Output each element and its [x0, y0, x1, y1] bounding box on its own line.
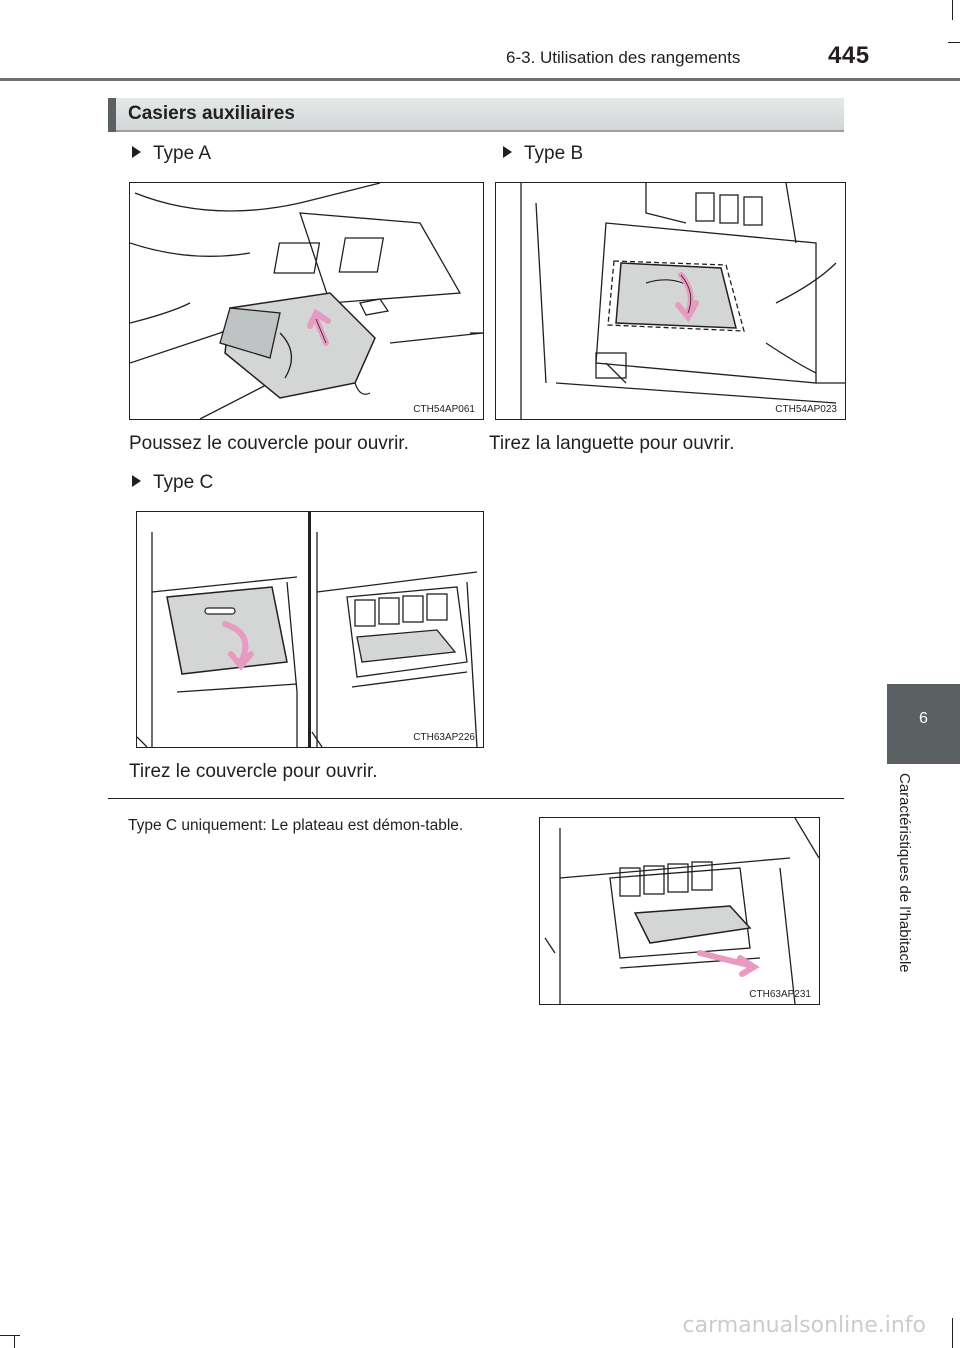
header-section-title: 6-3. Utilisation des rangements [506, 48, 741, 67]
note-text: Type C uniquement: Le plateau est démon-table. [128, 817, 464, 834]
type-a-caption: Poussez le couvercle pour ouvrir. [129, 433, 409, 454]
bullet-triangle-icon [503, 146, 512, 158]
type-b-illustration [496, 183, 845, 419]
chapter-tab [887, 684, 960, 764]
bullet-triangle-icon [132, 146, 141, 158]
crop-mark [952, 1318, 953, 1348]
crop-mark [952, 0, 953, 20]
page-number: 445 [828, 42, 870, 69]
tray-figure-code: CTH63AP231 [749, 989, 811, 1000]
chapter-title: Caractéristiques de l'habitacle [896, 773, 913, 973]
tray-illustration [540, 818, 819, 1004]
watermark: carmanualsonline.info [682, 1313, 926, 1338]
type-a-label-text: Type A [153, 143, 212, 164]
crop-mark [948, 42, 960, 43]
chapter-number: 6 [919, 710, 928, 727]
type-c-label [132, 472, 213, 494]
section-header-bar [108, 98, 844, 132]
type-a-figure-code: CTH54AP061 [413, 404, 475, 415]
type-b-figure [495, 182, 846, 420]
type-c-figure-code: CTH63AP226 [413, 732, 475, 743]
bullet-triangle-icon [132, 475, 141, 487]
type-c-figure [136, 511, 484, 748]
type-b-label [503, 143, 583, 165]
type-a-label [132, 143, 211, 165]
type-a-illustration [130, 183, 483, 419]
type-b-figure-code: CTH54AP023 [775, 404, 837, 415]
header-rule [0, 78, 960, 81]
section-accent [108, 98, 116, 132]
type-b-caption: Tirez la languette pour ouvrir. [489, 433, 735, 454]
tray-figure [539, 817, 820, 1005]
type-c-label-text: Type C [153, 472, 214, 493]
crop-mark [0, 1335, 20, 1336]
type-b-label-text: Type B [524, 143, 584, 164]
type-a-figure [129, 182, 484, 420]
section-divider [108, 798, 844, 799]
type-c-illustration [137, 512, 483, 747]
crop-mark [14, 1335, 15, 1348]
section-title: Casiers auxiliaires [128, 103, 295, 124]
type-c-caption: Tirez le couvercle pour ouvrir. [129, 761, 378, 782]
